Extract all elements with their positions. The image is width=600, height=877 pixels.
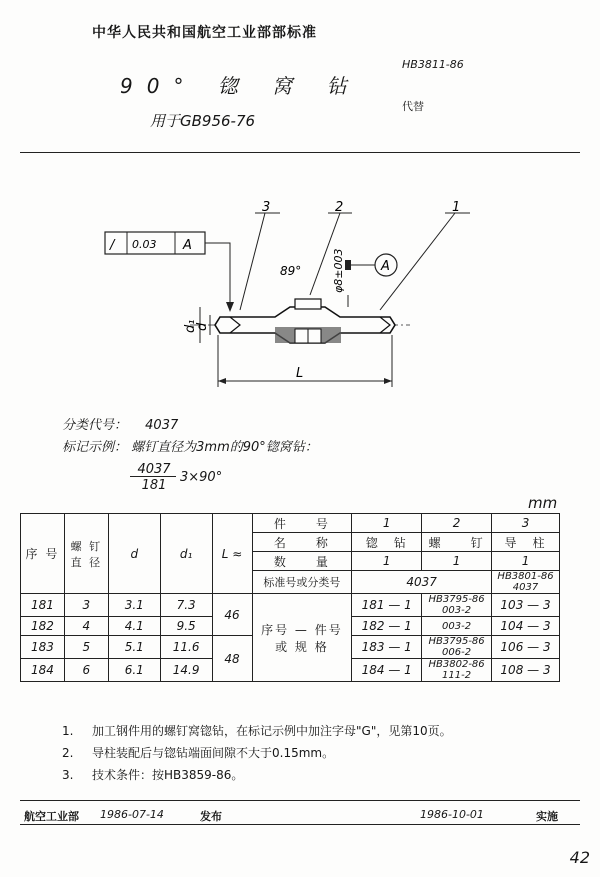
footer-dept: 航空工业部 [24, 810, 79, 823]
runout-symbol: / [110, 238, 115, 253]
part-2: 2 [422, 514, 492, 533]
row-qty-label: 数 量 [252, 552, 352, 571]
standard-number: HB3811-86 [402, 58, 464, 71]
table-row: 181 [21, 594, 65, 617]
part-1: 1 [352, 514, 422, 533]
name-drill: 锪 钻 [352, 533, 422, 552]
dim-L: L [296, 366, 304, 381]
col-L: L ≈ [212, 514, 252, 594]
row-part-label: 件 号 [252, 514, 352, 533]
marking-example-line [62, 436, 318, 455]
name-pin: 导 柱 [492, 533, 560, 552]
marking-numerator: 4037 [137, 462, 171, 477]
countersink-drill-drawing [90, 195, 490, 395]
row-seq-spec-label: 序号 — 件号 或 规 格 [252, 594, 352, 682]
tolerance-value: 0.03 [132, 238, 157, 251]
qty-1: 1 [352, 552, 422, 571]
table-row: 182 [21, 617, 65, 636]
class-code-line [62, 414, 178, 433]
L-value-2: 48 [212, 636, 252, 682]
datum-reference: A [183, 238, 192, 253]
dim-d1: d₁ [183, 319, 198, 333]
name-screw: 螺 钉 [422, 533, 492, 552]
header-divider [20, 152, 580, 153]
page-number: 42 [569, 848, 590, 867]
footer-impl-date: 1986-10-01 [420, 808, 484, 821]
std-pin: HB3801-86 4037 [492, 571, 560, 594]
document-subtitle: 用于GB956-76 [150, 112, 256, 130]
footer-bottom-line [20, 824, 580, 825]
pilot-diameter-label: φ8±003 [332, 248, 345, 293]
note-1: 1. 加工钢件用的螺钉窝锪钻，在标记示例中加注字母"G"，见第10页。 [62, 724, 452, 738]
datum-bubble-label: A [381, 259, 390, 274]
part-3: 3 [492, 514, 560, 533]
L-value-1: 46 [212, 594, 252, 636]
table-row: 183 [21, 636, 65, 659]
footer-impl-label: 实施 [536, 810, 558, 823]
class-code: 4037 [145, 418, 179, 433]
qty-2: 1 [422, 552, 492, 571]
footer-issue-label: 发布 [200, 810, 222, 823]
marking-example-label: 标记示例： [62, 440, 128, 455]
col-d1: d₁ [160, 514, 212, 594]
col-screw-dia: 螺 钉 直 径 [64, 514, 108, 594]
marking-suffix: 3×90° [180, 470, 223, 485]
col-seq: 序 号 [21, 514, 65, 594]
document-title: 90° 锪 窝 钻 [120, 74, 361, 98]
row-name-label: 名 称 [252, 533, 352, 552]
callout-1: 1 [452, 200, 461, 215]
row-std-label: 标准号或分类号 [252, 571, 352, 594]
marking-denominator: 181 [141, 478, 167, 493]
footer-issue-date: 1986-07-14 [100, 808, 164, 821]
std-drill: 4037 [352, 571, 492, 594]
spec-table: 序 号 螺 钉 直 径 d d₁ L ≈ 件 号 1 2 3 名 称 锪 钻 螺 钉 导 柱 数 量 1 1 1 标准号或分类号 4037 HB3801-86 4037 181 3 3.1 7.3 46 序号 — 件号 或 规 格 181 — 1 HB3795-86 003-2 103 — 3 182 4 4.1 9.5 182 — 1 003-2 104 — 3 183 5 5.1 11.6 48 183 — 1 HB3795-86 006-2 106 — 3 184 6 6.1 14.9 184 — 1 HB3802-86 111-2 108 — 3 [20, 513, 560, 682]
callout-2: 2 [335, 200, 344, 215]
note-2: 2. 导柱装配后与锪钻端面间隙不大于0.15mm。 [62, 746, 335, 760]
col-d: d [108, 514, 160, 594]
replace-note: 代替 [402, 100, 424, 113]
angle-label: 89° [280, 264, 302, 278]
dim-d: d [195, 322, 210, 331]
qty-3: 1 [492, 552, 560, 571]
marking-example-text: 螺钉直径为3mm的90°锪窝钻： [131, 440, 318, 455]
fraction-line [130, 476, 176, 477]
unit-label: mm [528, 494, 558, 512]
table-row: 184 [21, 659, 65, 682]
note-3: 3. 技术条件：按HB3859-86。 [62, 768, 244, 782]
issuing-organization: 中华人民共和国航空工业部部标准 [92, 25, 317, 41]
class-code-label: 分类代号： [62, 418, 128, 433]
callout-3: 3 [262, 200, 271, 215]
footer-divider [20, 800, 580, 801]
